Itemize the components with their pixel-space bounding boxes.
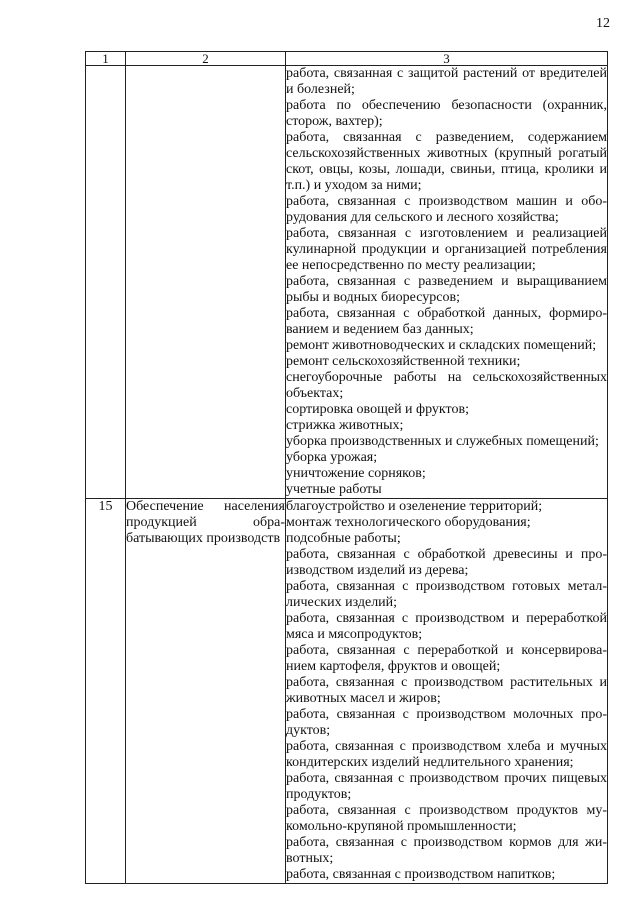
work-item: ремонт животноводческих и складских помещений; bbox=[286, 338, 597, 353]
work-item: работа, связанная с производством молочных продуктов; bbox=[286, 707, 607, 738]
work-item: ремонт сельскохозяйственной техники; bbox=[286, 354, 521, 369]
header-col-1: 1 bbox=[86, 52, 126, 66]
continuation-name-cell bbox=[126, 66, 286, 499]
work-item: монтаж технологического оборудования; bbox=[286, 515, 531, 530]
work-item: работа, связанная с производством машин и оборудования для сельского и лесного хозяйства; bbox=[286, 194, 607, 225]
work-item: работа, связанная с производством и переработкой мяса и мясопродуктов; bbox=[286, 611, 607, 642]
work-item: работа, связанная с производством растительных и животных масел и жиров; bbox=[286, 675, 607, 706]
row-number: 15 bbox=[86, 499, 126, 884]
row-activity-name: Обеспечение населения продукцией обрабатывающих производств bbox=[126, 499, 286, 884]
work-item: уборка урожая; bbox=[286, 450, 378, 465]
work-item: уничтожение сорняков; bbox=[286, 466, 426, 481]
work-item: учетные работы bbox=[286, 482, 382, 497]
work-item: работа, связанная с обработкой данных, формированием и ведением баз данных; bbox=[286, 306, 607, 337]
work-item: работа, связанная с защитой растений от вредителей и болезней; bbox=[286, 66, 607, 97]
work-item: снегоуборочные работы на сельскохозяйственных объектах; bbox=[286, 370, 607, 401]
table-row-continuation bbox=[86, 66, 608, 499]
header-col-3: 3 bbox=[286, 52, 608, 66]
header-col-2: 2 bbox=[126, 52, 286, 66]
work-item: работа, связанная с производством продуктов мукомольно-крупяной промышленности; bbox=[286, 803, 607, 834]
work-item: работа, связанная с производством кормов для животных; bbox=[286, 835, 607, 866]
table-header-row bbox=[86, 52, 608, 66]
activities-table bbox=[85, 51, 608, 884]
work-item: работа, связанная с изготовлением и реализацией кулинарной продукции и организацией потребления ее непосредственно по месту реализации; bbox=[286, 226, 607, 273]
work-item: работа, связанная с разведением, содержанием сельскохозяйственных животных (крупный рогатый скот, овцы, козы, лошади, свиньи, птица, кролики и т.п.) и уходом за ними; bbox=[286, 130, 607, 193]
work-item: уборка производственных и служебных помещений; bbox=[286, 434, 599, 449]
page-number: 12 bbox=[596, 16, 610, 31]
work-item: работа по обеспечению безопасности (охранник, сторож, вахтер); bbox=[286, 98, 607, 129]
table-row-15 bbox=[86, 499, 608, 884]
work-item: работа, связанная с переработкой и консервированием картофеля, фруктов и овощей; bbox=[286, 643, 607, 674]
work-item: работа, связанная с разведением и выращиванием рыбы и водных биоресурсов; bbox=[286, 274, 607, 305]
continuation-number-cell bbox=[86, 66, 126, 499]
work-item: работа, связанная с производством хлеба и мучных кондитерских изделий недлительного хранения; bbox=[286, 739, 607, 770]
continuation-work-list bbox=[286, 66, 608, 499]
work-item: работа, связанная с производством напитков; bbox=[286, 867, 556, 882]
work-item: работа, связанная с производством прочих пищевых продуктов; bbox=[286, 771, 607, 802]
work-item: стрижка животных; bbox=[286, 418, 404, 433]
work-item: работа, связанная с производством готовых металлических изделий; bbox=[286, 579, 607, 610]
work-item: работа, связанная с обработкой древесины и производством изделий из дерева; bbox=[286, 547, 607, 578]
work-item: подсобные работы; bbox=[286, 531, 401, 546]
row-15-work-list bbox=[286, 499, 608, 884]
work-item: сортировка овощей и фруктов; bbox=[286, 402, 469, 417]
work-item: благоустройство и озеленение территорий; bbox=[286, 499, 543, 514]
